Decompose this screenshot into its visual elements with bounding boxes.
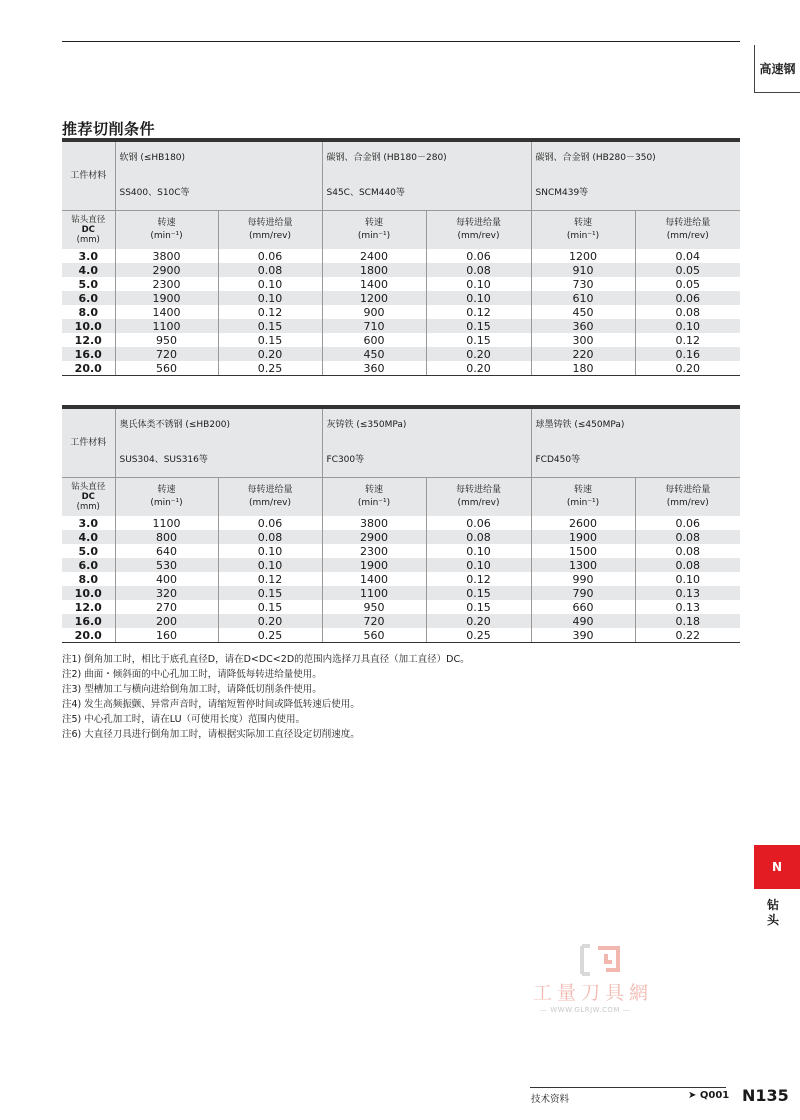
feed-cell: 0.25 [218, 361, 322, 376]
diameter-cell: 4.0 [62, 263, 115, 277]
speed-cell: 1100 [115, 516, 218, 530]
material-grades: SS400、S10C等 [119, 188, 190, 198]
diameter-cell: 6.0 [62, 558, 115, 572]
side-tab-n[interactable]: N [754, 845, 800, 889]
speed-cell: 3800 [115, 249, 218, 263]
feed-cell: 0.04 [675, 249, 700, 263]
material-grades: SNCM439等 [535, 188, 589, 198]
side-tab-drill-label: 钻头 [766, 898, 779, 927]
feed-cell: 0.12 [426, 305, 531, 319]
feed-cell: 0.10 [426, 558, 531, 572]
table-row [62, 516, 740, 530]
speed-cell: 360 [322, 361, 426, 376]
speed-cell: 200 [115, 614, 218, 628]
table-row [62, 361, 740, 376]
speed-cell: 220 [531, 347, 635, 361]
feed-cell: 0.08 [218, 263, 322, 277]
feed-cell: 0.18 [635, 614, 740, 628]
feed-cell: 0.20 [426, 347, 531, 361]
speed-cell: 2400 [322, 249, 426, 263]
notes [62, 652, 470, 742]
material-cell [531, 142, 740, 211]
material-cell [322, 409, 531, 478]
note-6: 注6) 大直径刀具进行倒角加工时，请根据实际加工直径设定切削速度。 [62, 729, 360, 740]
footer-ref-link[interactable]: ➤ Q001 [688, 1090, 730, 1101]
speed-cell: 180 [531, 361, 635, 376]
diameter-cell: 8.0 [62, 305, 115, 319]
feed-cell: 0.12 [675, 333, 700, 347]
speed-cell: 1900 [115, 291, 218, 305]
feed-cell: 0.15 [218, 600, 322, 614]
table-row [62, 249, 740, 263]
feed-cell: 0.20 [426, 614, 531, 628]
feed-cell: 0.08 [635, 530, 740, 544]
table-row [62, 572, 740, 586]
feed-cell: 0.10 [426, 291, 531, 305]
feed-cell: 0.20 [635, 361, 740, 376]
feed-cell: 0.10 [675, 572, 700, 586]
diameter-cell: 10.0 [62, 319, 115, 333]
feed-cell: 0.10 [635, 319, 740, 333]
feed-cell: 0.25 [426, 628, 531, 643]
table-row [62, 600, 740, 614]
top-rule [62, 41, 740, 42]
material-grades: FCD450等 [535, 455, 581, 465]
table-row [62, 319, 740, 333]
diameter-cell: 4.0 [62, 530, 115, 544]
speed-header: 转速 (min⁻¹) [322, 211, 426, 250]
speed-cell: 390 [531, 628, 635, 643]
feed-cell: 0.06 [426, 249, 531, 263]
feed-header: 每转进给量 (mm/rev) [635, 211, 740, 250]
table-row [62, 333, 740, 347]
feed-cell: 0.10 [218, 277, 322, 291]
feed-header: 每转进给量 (mm/rev) [218, 478, 322, 517]
diameter-cell: 6.0 [62, 291, 115, 305]
table-row [62, 628, 740, 643]
speed-cell: 270 [115, 600, 218, 614]
feed-cell: 0.16 [635, 347, 740, 361]
cutting-table-1 [62, 138, 740, 376]
speed-cell: 1400 [322, 277, 426, 291]
speed-cell: 910 [531, 263, 635, 277]
speed-header: 转速 (min⁻¹) [115, 478, 218, 517]
feed-cell: 0.12 [218, 305, 322, 319]
speed-cell: 720 [322, 614, 426, 628]
cutting-table-2 [62, 405, 740, 643]
side-tab-hss[interactable]: 高速钢 [754, 45, 800, 93]
feed-cell: 0.10 [426, 277, 531, 291]
watermark-url: — WWW.GLRJW.COM — [540, 1006, 631, 1014]
speed-cell: 320 [115, 586, 218, 600]
feed-cell: 0.20 [218, 347, 322, 361]
diameter-cell: 3.0 [62, 516, 115, 530]
material-cell [531, 409, 740, 478]
feed-cell: 0.15 [426, 319, 531, 333]
diameter-cell: 5.0 [62, 277, 115, 291]
feed-cell: 0.08 [635, 558, 740, 572]
feed-cell: 0.08 [426, 530, 531, 544]
speed-cell: 1400 [115, 305, 218, 319]
feed-cell: 0.06 [675, 516, 700, 530]
speed-cell: 560 [322, 628, 426, 643]
speed-cell: 400 [115, 572, 218, 586]
material-name: 软钢 (≤HB180) [119, 153, 186, 163]
feed-cell: 0.08 [675, 544, 700, 558]
feed-cell: 0.15 [426, 333, 531, 347]
table-row [62, 544, 740, 558]
speed-cell: 1900 [322, 558, 426, 572]
feed-cell: 0.06 [635, 291, 740, 305]
material-name: 球墨铸铁 (≤450MPa) [535, 420, 625, 430]
material-grades: S45C、SCM440等 [326, 188, 405, 198]
speed-cell: 450 [322, 347, 426, 361]
material-grades: FC300等 [326, 455, 365, 465]
note-4: 注4) 发生高频振颤、异常声音时，请缩短暂停时间或降低转速后使用。 [62, 699, 360, 710]
feed-header: 每转进给量 (mm/rev) [426, 211, 531, 250]
table-row [62, 558, 740, 572]
speed-cell: 710 [322, 319, 426, 333]
feed-cell: 0.20 [426, 361, 531, 376]
speed-cell: 600 [322, 333, 426, 347]
speed-cell: 1400 [322, 572, 426, 586]
speed-header: 转速 (min⁻¹) [322, 478, 426, 517]
speed-cell: 490 [531, 614, 635, 628]
feed-cell: 0.10 [218, 291, 322, 305]
table-row [62, 586, 740, 600]
material-cell [115, 142, 322, 211]
feed-cell: 0.22 [635, 628, 740, 643]
section-title: 推荐切削条件 [62, 120, 156, 138]
feed-cell: 0.13 [635, 586, 740, 600]
material-cell [322, 142, 531, 211]
feed-header: 每转进给量 (mm/rev) [426, 478, 531, 517]
page-number: N135 [742, 1086, 789, 1105]
speed-cell: 660 [531, 600, 635, 614]
material-name: 碳钢、合金钢 (HB180－280) [326, 153, 447, 163]
table-row [62, 277, 740, 291]
note-3: 注3) 型槽加工与横向进给倒角加工时，请降低切削条件使用。 [62, 684, 322, 695]
speed-cell: 790 [531, 586, 635, 600]
feed-header: 每转进给量 (mm/rev) [635, 478, 740, 517]
speed-cell: 800 [115, 530, 218, 544]
speed-cell: 530 [115, 558, 218, 572]
speed-cell: 3800 [322, 516, 426, 530]
speed-cell: 450 [531, 305, 635, 319]
material-grades: SUS304、SUS316等 [119, 455, 208, 465]
speed-cell: 2300 [115, 277, 218, 291]
feed-cell: 0.15 [426, 600, 531, 614]
speed-cell: 560 [115, 361, 218, 376]
speed-cell: 160 [115, 628, 218, 643]
material-name: 灰铸铁 (≤350MPa) [326, 420, 407, 430]
speed-cell: 990 [531, 572, 635, 586]
speed-cell: 1500 [531, 544, 635, 558]
diameter-cell: 20.0 [62, 361, 115, 376]
table-row [62, 263, 740, 277]
note-2: 注2) 曲面・倾斜面的中心孔加工时，请降低每转进给量使用。 [62, 669, 322, 680]
speed-cell: 360 [531, 319, 635, 333]
diameter-cell: 16.0 [62, 614, 115, 628]
feed-cell: 0.25 [218, 628, 322, 643]
speed-cell: 610 [531, 291, 635, 305]
feed-header: 每转进给量 (mm/rev) [218, 211, 322, 250]
feed-cell: 0.12 [218, 572, 322, 586]
diameter-cell: 10.0 [62, 586, 115, 600]
table-row [62, 614, 740, 628]
diameter-cell: 16.0 [62, 347, 115, 361]
speed-cell: 1800 [322, 263, 426, 277]
feed-cell: 0.13 [675, 600, 700, 614]
table-row [62, 305, 740, 319]
footer-rule [530, 1087, 726, 1088]
feed-cell: 0.10 [426, 544, 531, 558]
feed-cell: 0.06 [218, 516, 322, 530]
speed-cell: 1300 [531, 558, 635, 572]
diameter-cell: 12.0 [62, 333, 115, 347]
feed-cell: 0.08 [426, 263, 531, 277]
feed-cell: 0.15 [218, 319, 322, 333]
table-row [62, 291, 740, 305]
speed-cell: 2900 [322, 530, 426, 544]
feed-cell: 0.05 [675, 277, 700, 291]
feed-cell: 0.12 [426, 572, 531, 586]
speed-cell: 950 [322, 600, 426, 614]
feed-cell: 0.10 [218, 544, 322, 558]
feed-cell: 0.20 [218, 614, 322, 628]
speed-cell: 1100 [322, 586, 426, 600]
diameter-cell: 12.0 [62, 600, 115, 614]
feed-cell: 0.15 [218, 586, 322, 600]
speed-cell: 950 [115, 333, 218, 347]
feed-cell: 0.06 [426, 516, 531, 530]
table-1-body [62, 249, 740, 376]
note-1: 注1) 倒角加工时，相比于底孔直径D，请在D<DC<2D的范围内选择刀具直径（加工直径）DC。 [62, 654, 470, 665]
feed-cell: 0.10 [218, 558, 322, 572]
speed-cell: 1900 [531, 530, 635, 544]
dia-header: 钻头直径 DC (mm) [62, 211, 115, 250]
feed-cell: 0.08 [675, 305, 700, 319]
diameter-cell: 8.0 [62, 572, 115, 586]
material-name: 奥氏体类不锈钢 (≤HB200) [119, 420, 231, 430]
dia-header: 钻头直径 DC (mm) [62, 478, 115, 517]
speed-header: 转速 (min⁻¹) [115, 211, 218, 250]
speed-cell: 1100 [115, 319, 218, 333]
material-name: 碳钢、合金钢 (HB280－350) [535, 153, 656, 163]
workpiece-label: 工件材料 [62, 409, 115, 478]
diameter-cell: 5.0 [62, 544, 115, 558]
note-5: 注5) 中心孔加工时，请在LU（可使用长度）范围内使用。 [62, 714, 306, 725]
speed-cell: 300 [531, 333, 635, 347]
footer-tech-label: 技术资料 [531, 1094, 570, 1105]
feed-cell: 0.05 [635, 263, 740, 277]
workpiece-label: 工件材料 [62, 142, 115, 211]
speed-cell: 1200 [322, 291, 426, 305]
speed-cell: 730 [531, 277, 635, 291]
diameter-cell: 20.0 [62, 628, 115, 643]
speed-header: 转速 (min⁻¹) [531, 478, 635, 517]
feed-cell: 0.15 [218, 333, 322, 347]
watermark-logo-icon [578, 944, 624, 976]
speed-cell: 1200 [531, 249, 635, 263]
speed-cell: 720 [115, 347, 218, 361]
feed-cell: 0.08 [218, 530, 322, 544]
speed-cell: 900 [322, 305, 426, 319]
speed-header: 转速 (min⁻¹) [531, 211, 635, 250]
diameter-cell: 3.0 [62, 249, 115, 263]
table-row [62, 347, 740, 361]
feed-cell: 0.15 [426, 586, 531, 600]
watermark-text: 工量刀具網 [533, 982, 654, 1004]
speed-cell: 640 [115, 544, 218, 558]
feed-cell: 0.06 [218, 249, 322, 263]
table-2-body [62, 516, 740, 643]
speed-cell: 2600 [531, 516, 635, 530]
speed-cell: 2900 [115, 263, 218, 277]
speed-cell: 2300 [322, 544, 426, 558]
material-cell [115, 409, 322, 478]
table-row [62, 530, 740, 544]
